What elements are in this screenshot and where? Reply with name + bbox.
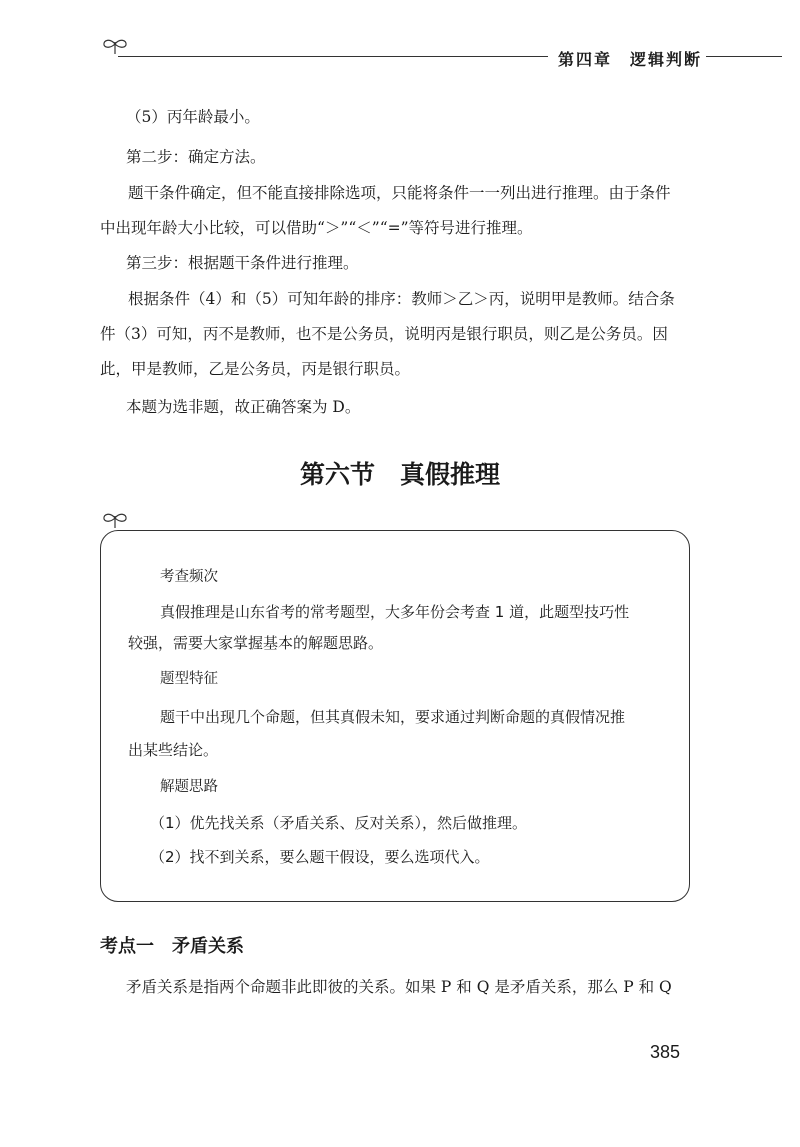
feature-heading: 题型特征 (160, 671, 218, 687)
freq-line: 较强，需要大家掌握基本的解题思路。 (128, 634, 384, 652)
paragraph (126, 100, 726, 135)
feature-line: 出某些结论。 (128, 741, 219, 759)
text-line: 第二步：确定方法。 (126, 148, 266, 166)
header-rule-right (706, 56, 782, 57)
text-line: 件（3）可知，丙不是教师，也不是公务员，说明丙是银行职员，则乙是公务员。因 (100, 325, 668, 343)
paragraph (100, 176, 700, 246)
feature-line: 题干中出现几个命题，但其真假未知，要求通过判断命题的真假情况推 (160, 708, 626, 726)
page-number: 385 (650, 1042, 681, 1062)
sprout-icon (100, 508, 130, 530)
freq-line: 真假推理是山东省考的常考题型，大多年份会考查 1 道，此题型技巧性 (160, 603, 630, 621)
paragraph (126, 246, 726, 281)
paragraph (100, 282, 700, 387)
approach-heading: 解题思路 (160, 779, 218, 795)
freq-heading: 考查频次 (160, 569, 218, 585)
section-title: 第六节 真假推理 (299, 460, 500, 489)
approach-item: （2）找不到关系，要么题干假设，要么选项代入。 (150, 848, 490, 866)
text-line: 题干条件确定，但不能直接排除选项，只能将条件一一列出进行推理。由于条件 (128, 184, 671, 202)
text-line: 第三步：根据题干条件进行推理。 (126, 254, 359, 272)
paragraph (126, 970, 726, 1005)
text-line: 此，甲是教师，乙是公务员，丙是银行职员。 (100, 360, 411, 378)
text-line: 矛盾关系是指两个命题非此即彼的关系。如果 P 和 Q 是矛盾关系，那么 P 和 Q (126, 978, 672, 996)
text-line: （5）丙年龄最小。 (126, 108, 260, 126)
paragraph (126, 140, 726, 175)
header-rule-left (118, 56, 548, 57)
approach-item: （1）优先找关系（矛盾关系、反对关系），然后做推理。 (150, 814, 528, 832)
kaodian-title: 考点一 矛盾关系 (100, 936, 244, 957)
text-line: 根据条件（4）和（5）可知年龄的排序：教师＞乙＞丙，说明甲是教师。结合条 (128, 290, 675, 308)
paragraph (126, 390, 726, 425)
chapter-title: 第四章 逻辑判断 (558, 50, 703, 69)
sprout-icon (100, 34, 130, 56)
text-line: 本题为选非题，故正确答案为 D。 (126, 398, 361, 416)
text-line: 中出现年龄大小比较，可以借助“＞”“＜”“=”等符号进行推理。 (100, 219, 533, 237)
